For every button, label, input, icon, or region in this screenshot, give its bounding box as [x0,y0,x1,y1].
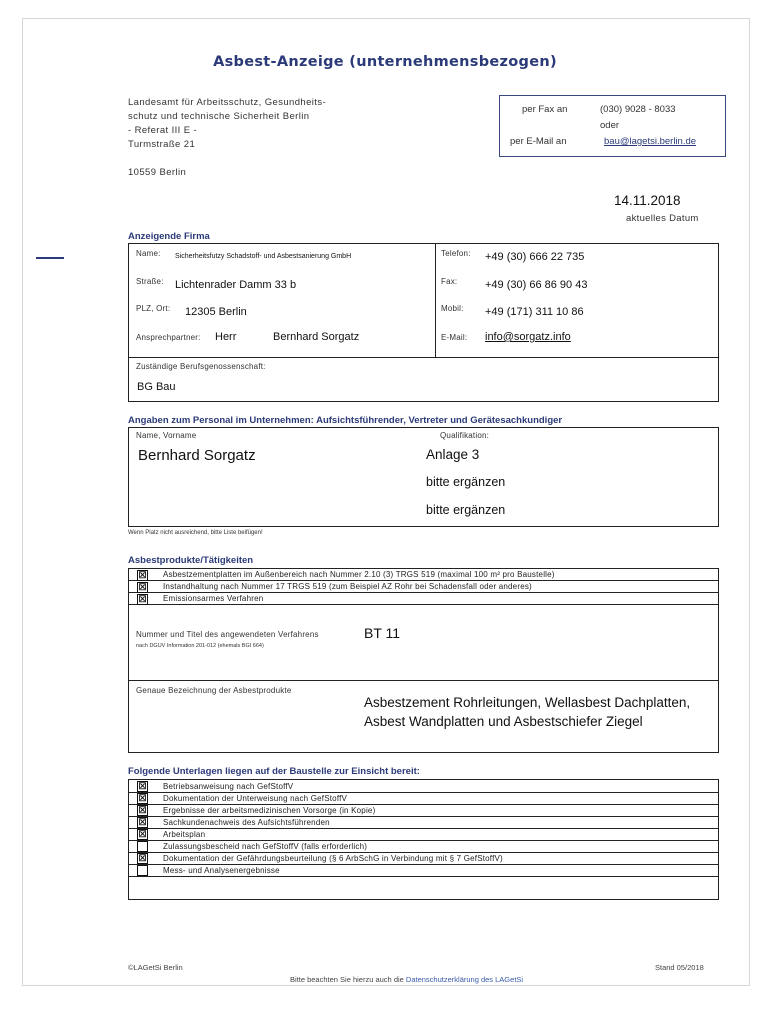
method-sublabel: nach DGUV Information 201-012 (ehemals BGI 664) [136,643,264,649]
contact-label: Ansprechpartner: [136,333,201,342]
document-1-label: Betriebsanweisung nach GefStoffV [163,782,294,791]
or-label: oder [600,120,620,131]
qualification-field-3[interactable]: bitte ergänzen [426,503,506,517]
divider [129,680,718,681]
documents-heading: Folgende Unterlagen liegen auf der Baustelle zur Einsicht bereit: [128,766,420,777]
designation-line: Asbestzement Rohrleitungen, Wellasbest Dachplatten, [364,695,691,710]
designation-field[interactable] [364,693,690,731]
document-8-label: Mess- und Analysenergebnisse [163,866,280,875]
method-label: Nummer und Titel des angewendeten Verfahrens [136,630,319,639]
company-box [128,243,719,402]
contact-name-field[interactable]: Bernhard Sorgatz [273,331,360,343]
divider [129,804,718,805]
version-stand: Stand 05/2018 [655,963,704,972]
authority-city: 10559 Berlin [128,167,187,178]
document-5-label: Arbeitsplan [163,830,206,839]
checkbox-document-7[interactable]: ☒ [138,853,147,863]
document-7-label: Dokumentation der Gefährdungsbeurteilung (§ 6 ArbSchG in Verbindung mit § 7 GefStoffV) [163,854,503,863]
qualification-field-1[interactable]: Anlage 3 [426,447,480,462]
address-line: Turmstraße 21 [128,139,196,150]
date-value[interactable]: 14.11.2018 [614,193,681,208]
checkbox-product-1[interactable]: ☒ [138,570,147,580]
qualification-field-2[interactable]: bitte ergänzen [426,475,506,489]
mobile-field[interactable]: +49 (171) 311 10 86 [485,306,584,318]
column-divider [435,244,436,357]
checkbox-document-2[interactable]: ☒ [138,793,147,803]
divider [129,816,718,817]
company-heading: Anzeigende Firma [128,231,210,242]
document-2-label: Dokumentation der Unterweisung nach GefStoffV [163,794,348,803]
fax-label: Fax: [441,277,458,286]
company-name-field[interactable]: Sicherheitsfutzy Schadstoff- und Asbestsanierung GmbH [175,253,352,260]
name-label: Name: [136,249,161,258]
street-label: Straße: [136,277,164,286]
privacy-note [290,975,523,984]
authority-address [128,96,326,152]
checkbox-document-3[interactable]: ☒ [138,805,147,815]
fax-label: per Fax an [522,104,568,115]
mobile-label: Mobil: [441,304,464,313]
date-label: aktuelles Datum [626,213,699,224]
fax-number: (030) 9028 - 8033 [600,104,676,115]
phone-field[interactable]: +49 (30) 666 22 735 [485,251,585,263]
contact-box [499,95,726,157]
checkbox-product-3[interactable]: ☒ [138,594,147,604]
designation-label: Genaue Bezeichnung der Asbestprodukte [136,686,292,695]
fold-mark [36,257,64,259]
product-3-label: Emissionsarmes Verfahren [163,594,264,603]
person-name-field[interactable]: Bernhard Sorgatz [138,447,256,464]
products-box [128,568,719,753]
privacy-link[interactable]: Datenschutzerklärung des LAGetSi [405,975,524,984]
divider [129,852,718,853]
checkbox-product-2[interactable]: ☒ [138,582,147,592]
bg-label: Zuständige Berufsgenossenschaft: [136,362,266,371]
document-6-label: Zulassungsbescheid nach GefStoffV (falls erforderlich) [163,842,368,851]
address-line: schutz und technische Sicherheit Berlin [128,111,310,122]
bg-field[interactable]: BG Bau [137,381,176,393]
product-1-label: Asbestzementplatten im Außenbereich nach Nummer 2.10 (3) TRGS 519 (maximal 100 m² pro Baustelle) [163,570,555,579]
document-3-label: Ergebnisse der arbeitsmedizinischen Vorsorge (in Kopie) [163,806,376,815]
copyright: ©LAGetSi Berlin [128,963,183,972]
phone-label: Telefon: [441,249,471,258]
personnel-heading: Angaben zum Personal im Unternehmen: Aufsichtsführender, Vertreter und Gerätesachkundiger [128,415,563,426]
zip-city-field[interactable]: 12305 Berlin [185,306,247,318]
method-field[interactable]: BT 11 [364,625,401,641]
checkbox-document-5[interactable]: ☒ [138,829,147,839]
divider [129,604,718,605]
checkbox-document-6[interactable] [137,841,148,852]
divider [129,864,718,865]
fax-field[interactable]: +49 (30) 66 86 90 43 [485,279,588,291]
checkbox-document-4[interactable]: ☒ [138,817,147,827]
divider [129,840,718,841]
divider [129,828,718,829]
col-name-label: Name, Vorname [136,431,197,440]
document-4-label: Sachkundenachweis des Aufsichtsführenden [163,818,330,827]
divider [129,357,718,358]
checkbox-document-1[interactable]: ☒ [138,781,147,791]
products-heading: Asbestprodukte/Tätigkeiten [128,555,254,566]
designation-line: Asbest Wandplatten und Asbestschiefer Ziegel [364,714,643,729]
divider [129,592,718,593]
zip-label: PLZ, Ort: [136,304,171,313]
email-label: E-Mail: [441,333,468,342]
address-line: - Referat III E - [128,125,198,136]
personnel-box [128,427,719,527]
documents-box [128,779,719,900]
divider [129,580,718,581]
privacy-note-text: Bitte beachten Sie hierzu auch die [290,975,404,984]
product-2-label: Instandhaltung nach Nummer 17 TRGS 519 (zum Beispiel AZ Rohr bei Schadensfall oder anderes) [163,582,532,591]
email-label: per E-Mail an [510,136,567,147]
company-email-field[interactable]: info@sorgatz.info [485,331,571,343]
address-line: Landesamt für Arbeitsschutz, Gesundheits- [128,97,327,108]
divider [129,876,718,877]
checkbox-document-8[interactable] [137,865,148,876]
street-field[interactable]: Lichtenrader Damm 33 b [175,279,297,291]
authority-email-link[interactable]: bau@lagetsi.berlin.de [604,136,697,147]
personnel-note: Wenn Platz nicht ausreichend, bitte Liste beifügen! [128,530,263,536]
form-title: Asbest-Anzeige (unternehmensbezogen) [213,54,557,70]
divider [129,792,718,793]
col-qual-label: Qualifikation: [440,431,490,440]
salutation-field[interactable]: Herr [215,331,237,343]
